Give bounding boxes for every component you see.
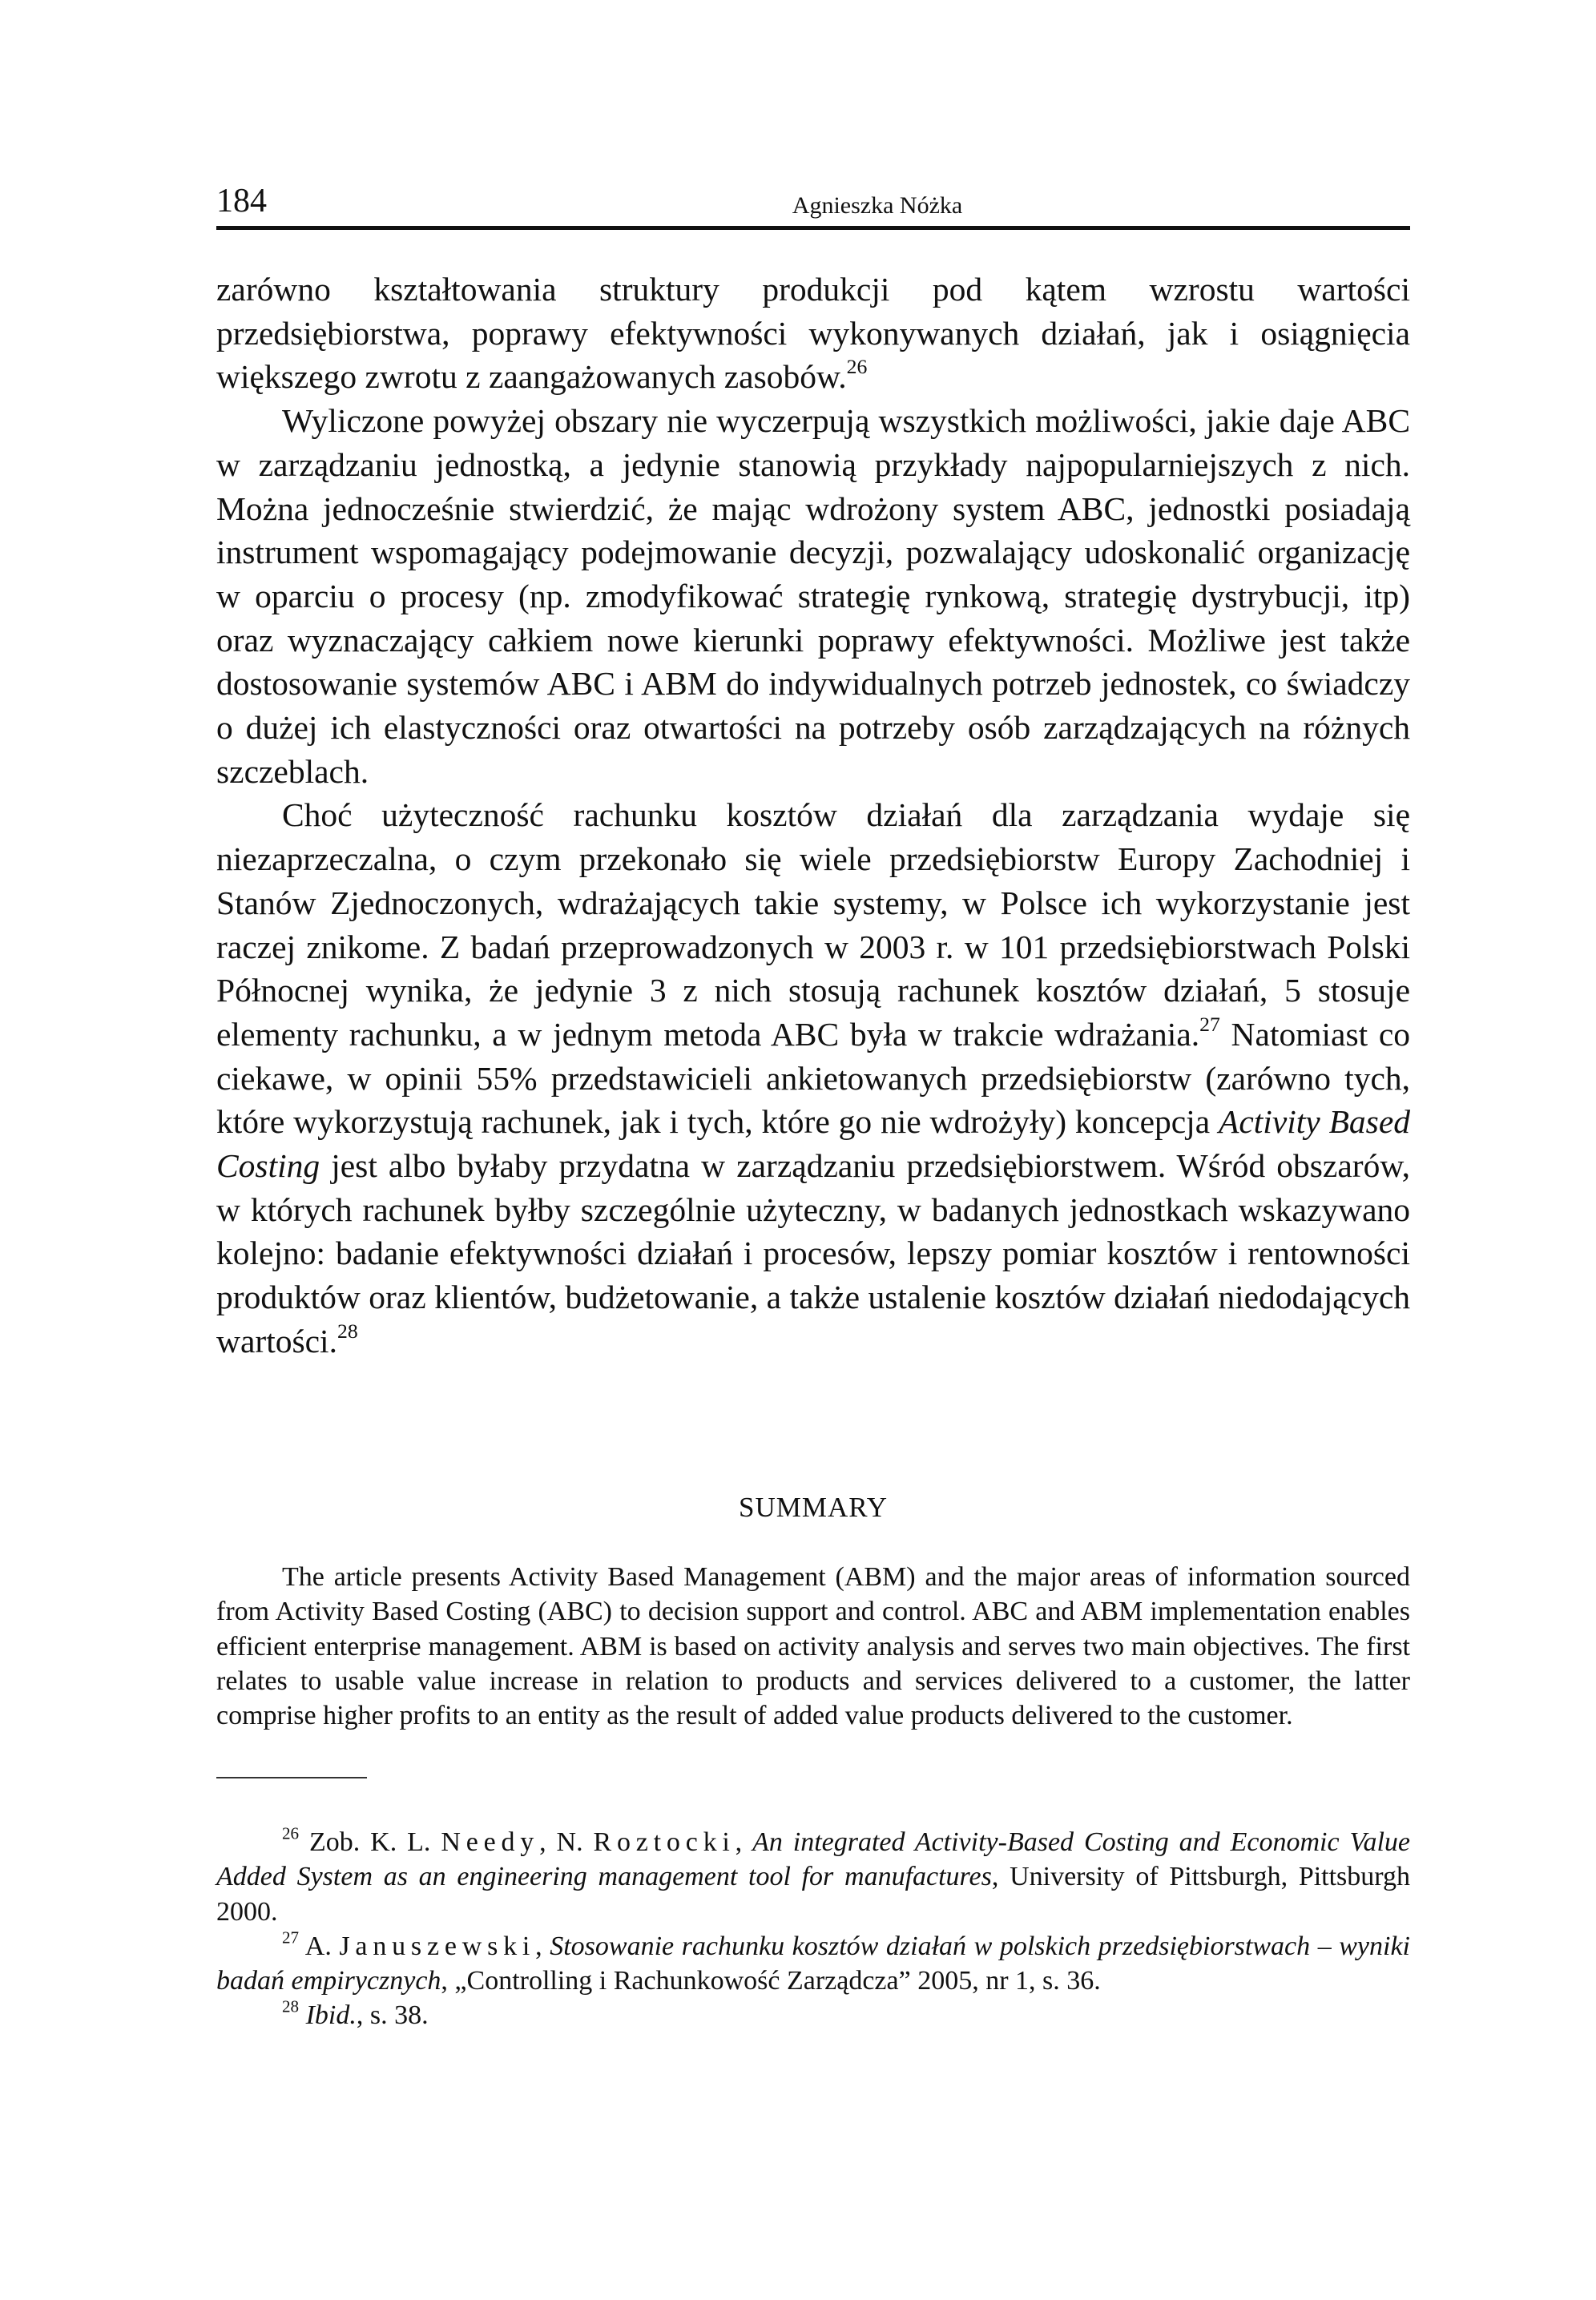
footnote-title: Stosowanie rachunku kosztów działań w polskich przedsiębiorstwach – wyniki badań empirycznych	[216, 1931, 1411, 1996]
footnote-text: Zob. K. L.	[299, 1827, 441, 1857]
paragraph-3-text-b: Natomiast co ciekawe, w opinii 55% przedstawicieli ankietowanych przedsiębiorstw (zarówno tych, które wykorzystują rachunek, jak i tych, które go nie wdrożyły) koncepcja	[216, 1015, 1411, 1141]
footnote-number: 26	[282, 1823, 300, 1843]
footnote-number: 27	[282, 1927, 300, 1948]
footnote-ref-27: 27	[1199, 1012, 1220, 1036]
footnote-text	[299, 2000, 306, 2030]
paragraph-2: Wyliczone powyżej obszary nie wyczerpują wszystkich możliwości, jakie daje ABC w zarządzaniu jednostką, a jedynie stanowią przykłady najpopularniejszych z nich. Można jednocześnie stwierdzić, że mając wdrożony system ABC, jednostki posiadają instrument wspomagający podejmowanie decyzji, pozwalający udoskonalić organizację w oparciu o procesy (np. zmodyfikować strategię rynkową, strategię dystrybucji, itp) oraz wyznaczający całkiem nowe kierunki poprawy efektywności. Możliwe jest także dostosowanie systemów ABC i ABM do indywidualnych potrzeb jednostek, co świadczy o dużej ich elastyczności oraz otwartości na potrzeby osób zarządzających na różnych szczeblach.	[216, 402, 1410, 790]
running-head: Agnieszka Nóżka	[792, 192, 963, 219]
page-number: 184	[216, 183, 267, 220]
footnote-author: Januszewski	[339, 1931, 536, 1961]
summary-title: SUMMARY	[739, 1492, 888, 1523]
footnote-text: , „Controlling i Rachunkowość Zarządcza” 2005, nr 1, s. 36.	[441, 1966, 1101, 1996]
footnote-author: Needy	[441, 1827, 540, 1857]
paragraph-3-text-a: Choć użyteczność rachunku kosztów działań dla zarządzania wydaje się niezaprzeczalna, o czym przekonało się wiele przedsiębiorstw Europy Zachodniej i Stanów Zjednoczonych, wdrażających takie systemy, w Polsce ich wykorzystanie jest raczej znikome. Z badań przeprowadzonych w 2003 r. w 101 przedsiębiorstwach Polski Północnej wynika, że jedynie 3 z nich stosują rachunek kosztów działań, 5 stosuje elementy rachunku, a w jednym metoda ABC była w trakcie wdrażania.	[216, 796, 1410, 1053]
footnote-text: , N.	[539, 1827, 594, 1857]
paragraph-3	[216, 793, 1410, 1363]
footnote-text: , University of Pittsburgh, Pittsburgh 2000.	[216, 1862, 1410, 1927]
paragraph-1	[216, 268, 1410, 399]
footnote-28	[216, 1998, 1410, 2032]
footnote-text: A.	[299, 1931, 340, 1961]
footnote-text: , s. 38.	[356, 2000, 429, 2031]
paragraph-3-italic-term: Activity Based Costing	[216, 1103, 1411, 1185]
footnote-title: Ibid.	[305, 2000, 357, 2031]
footnote-number: 28	[282, 1996, 300, 2016]
body-text	[216, 268, 1410, 1363]
footnote-ref-28: 28	[337, 1319, 358, 1343]
footnote-text: ,	[535, 1931, 550, 1961]
paragraph-3-text-c: jest albo byłaby przydatna w zarządzaniu przedsiębiorstwem. Wśród obszarów, w których rachunek byłby szczególnie użyteczny, w badanych jednostkach wskazywano kolejno: badanie efektywności działań i procesów, lepszy pomiar kosztów i rentowności produktów oraz klientów, budżetowanie, a także ustalenie kosztów działań niedodających wartości.	[216, 1147, 1410, 1359]
footnote-title: An integrated Activity-Based Costing and Economic Value Added System as an engineering management tool for manufactures	[216, 1827, 1410, 1892]
paragraph-1-text: zarówno kształtowania struktury produkcji pod kątem wzrostu wartości przedsiębiorstwa, poprawy efektywności wykonywanych działań, jak i osiągnięcia większego zwrotu z zaangażowanych zasobów.	[216, 271, 1410, 396]
footnote-26	[216, 1825, 1410, 1929]
summary-text: The article presents Activity Based Management (ABM) and the major areas of information sourced from Activity Based Costing (ABC) to decision support and control. ABC and ABM implementation enables efficient enterprise management. ABM is based on activity analysis and serves two main objectives. The first relates to usable value increase in relation to products and services delivered to a customer, the latter comprise higher profits to an entity as the result of added value products delivered to the customer.	[216, 1562, 1410, 1731]
footnote-author: Roztocki	[593, 1827, 736, 1857]
footnotes	[216, 1825, 1410, 2033]
footnote-text: ,	[735, 1827, 753, 1857]
footnote-27	[216, 1929, 1410, 1999]
footnote-divider	[216, 1777, 367, 1778]
footnote-ref-26: 26	[846, 355, 868, 379]
page-header	[216, 178, 1410, 230]
